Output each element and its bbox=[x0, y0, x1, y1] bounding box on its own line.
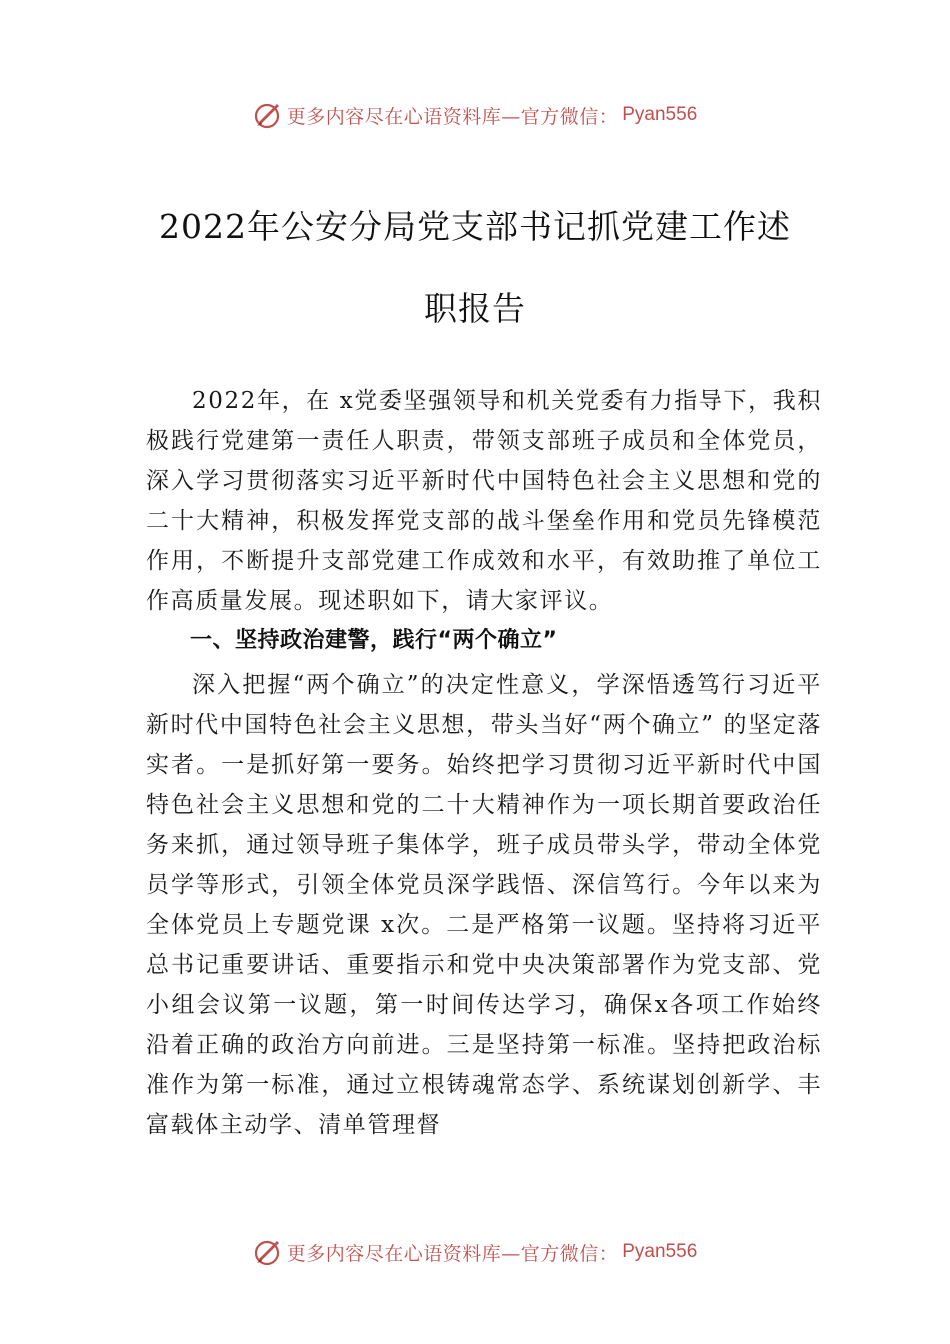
brush-pen-logo-icon bbox=[253, 1237, 283, 1267]
section-1-paragraph: 深入把握“两个确立”的决定性意义，学深悟透笃行习近平新时代中国特色社会主义思想，带头当好“两个确立” 的坚定落实者。一是抓好第一要务。始终把学习贯彻习近平新时代中国特色社会主义思想和党的二十大精神作为一项长期首要政治任务来抓，通过领导班子集体学，班子成员带头学，带动全体党员学等形式，引领全体党员深学践悟、深信笃行。今年以来为全体党员上专题党课 x次。二是严格第一议题。坚持将习近平总书记重要讲话、重要指示和党中央决策部署作为党支部、党小组会议第一议题，第一时间传达学习，确保x各项工作始终沿着正确的政治方向前进。三是坚持第一标准。坚持把政治标准作为第一标准，通过立根铸魂常态学、系统谋划创新学、丰富载体主动学、清单管理督 bbox=[146, 672, 822, 1138]
banner-wechat-id: Pyan556 bbox=[622, 104, 698, 125]
footer-watermark-banner bbox=[0, 1232, 950, 1272]
section-1-heading: 一、坚持政治建警，践行“两个确立” bbox=[190, 628, 558, 653]
document-body bbox=[146, 381, 822, 1145]
banner-wechat-id: Pyan556 bbox=[622, 1241, 698, 1262]
title-line-2: 职报告 bbox=[424, 289, 526, 328]
banner-text: 更多内容尽在心语资料库—官方微信： bbox=[286, 1242, 619, 1265]
header-watermark-banner bbox=[0, 95, 950, 135]
brush-pen-logo-icon bbox=[253, 100, 283, 130]
title-line-1: 2022年公安分局党支部书记抓党建工作述 bbox=[159, 207, 791, 246]
intro-paragraph: 2022年，在 x党委坚强领导和机关党委有力指导下，我积极践行党建第一责任人职责，带领支部班子成员和全体党员，深入学习贯彻落实习近平新时代中国特色社会主义思想和党的二十大精神，积极发挥党支部的战斗堡垒作用和党员先锋模范作用，不断提升支部党建工作成效和水平，有效助推了单位工作高质量发展。现述职如下，请大家评议。 bbox=[146, 388, 822, 614]
document-title bbox=[100, 186, 850, 350]
banner-text: 更多内容尽在心语资料库—官方微信： bbox=[286, 105, 619, 128]
